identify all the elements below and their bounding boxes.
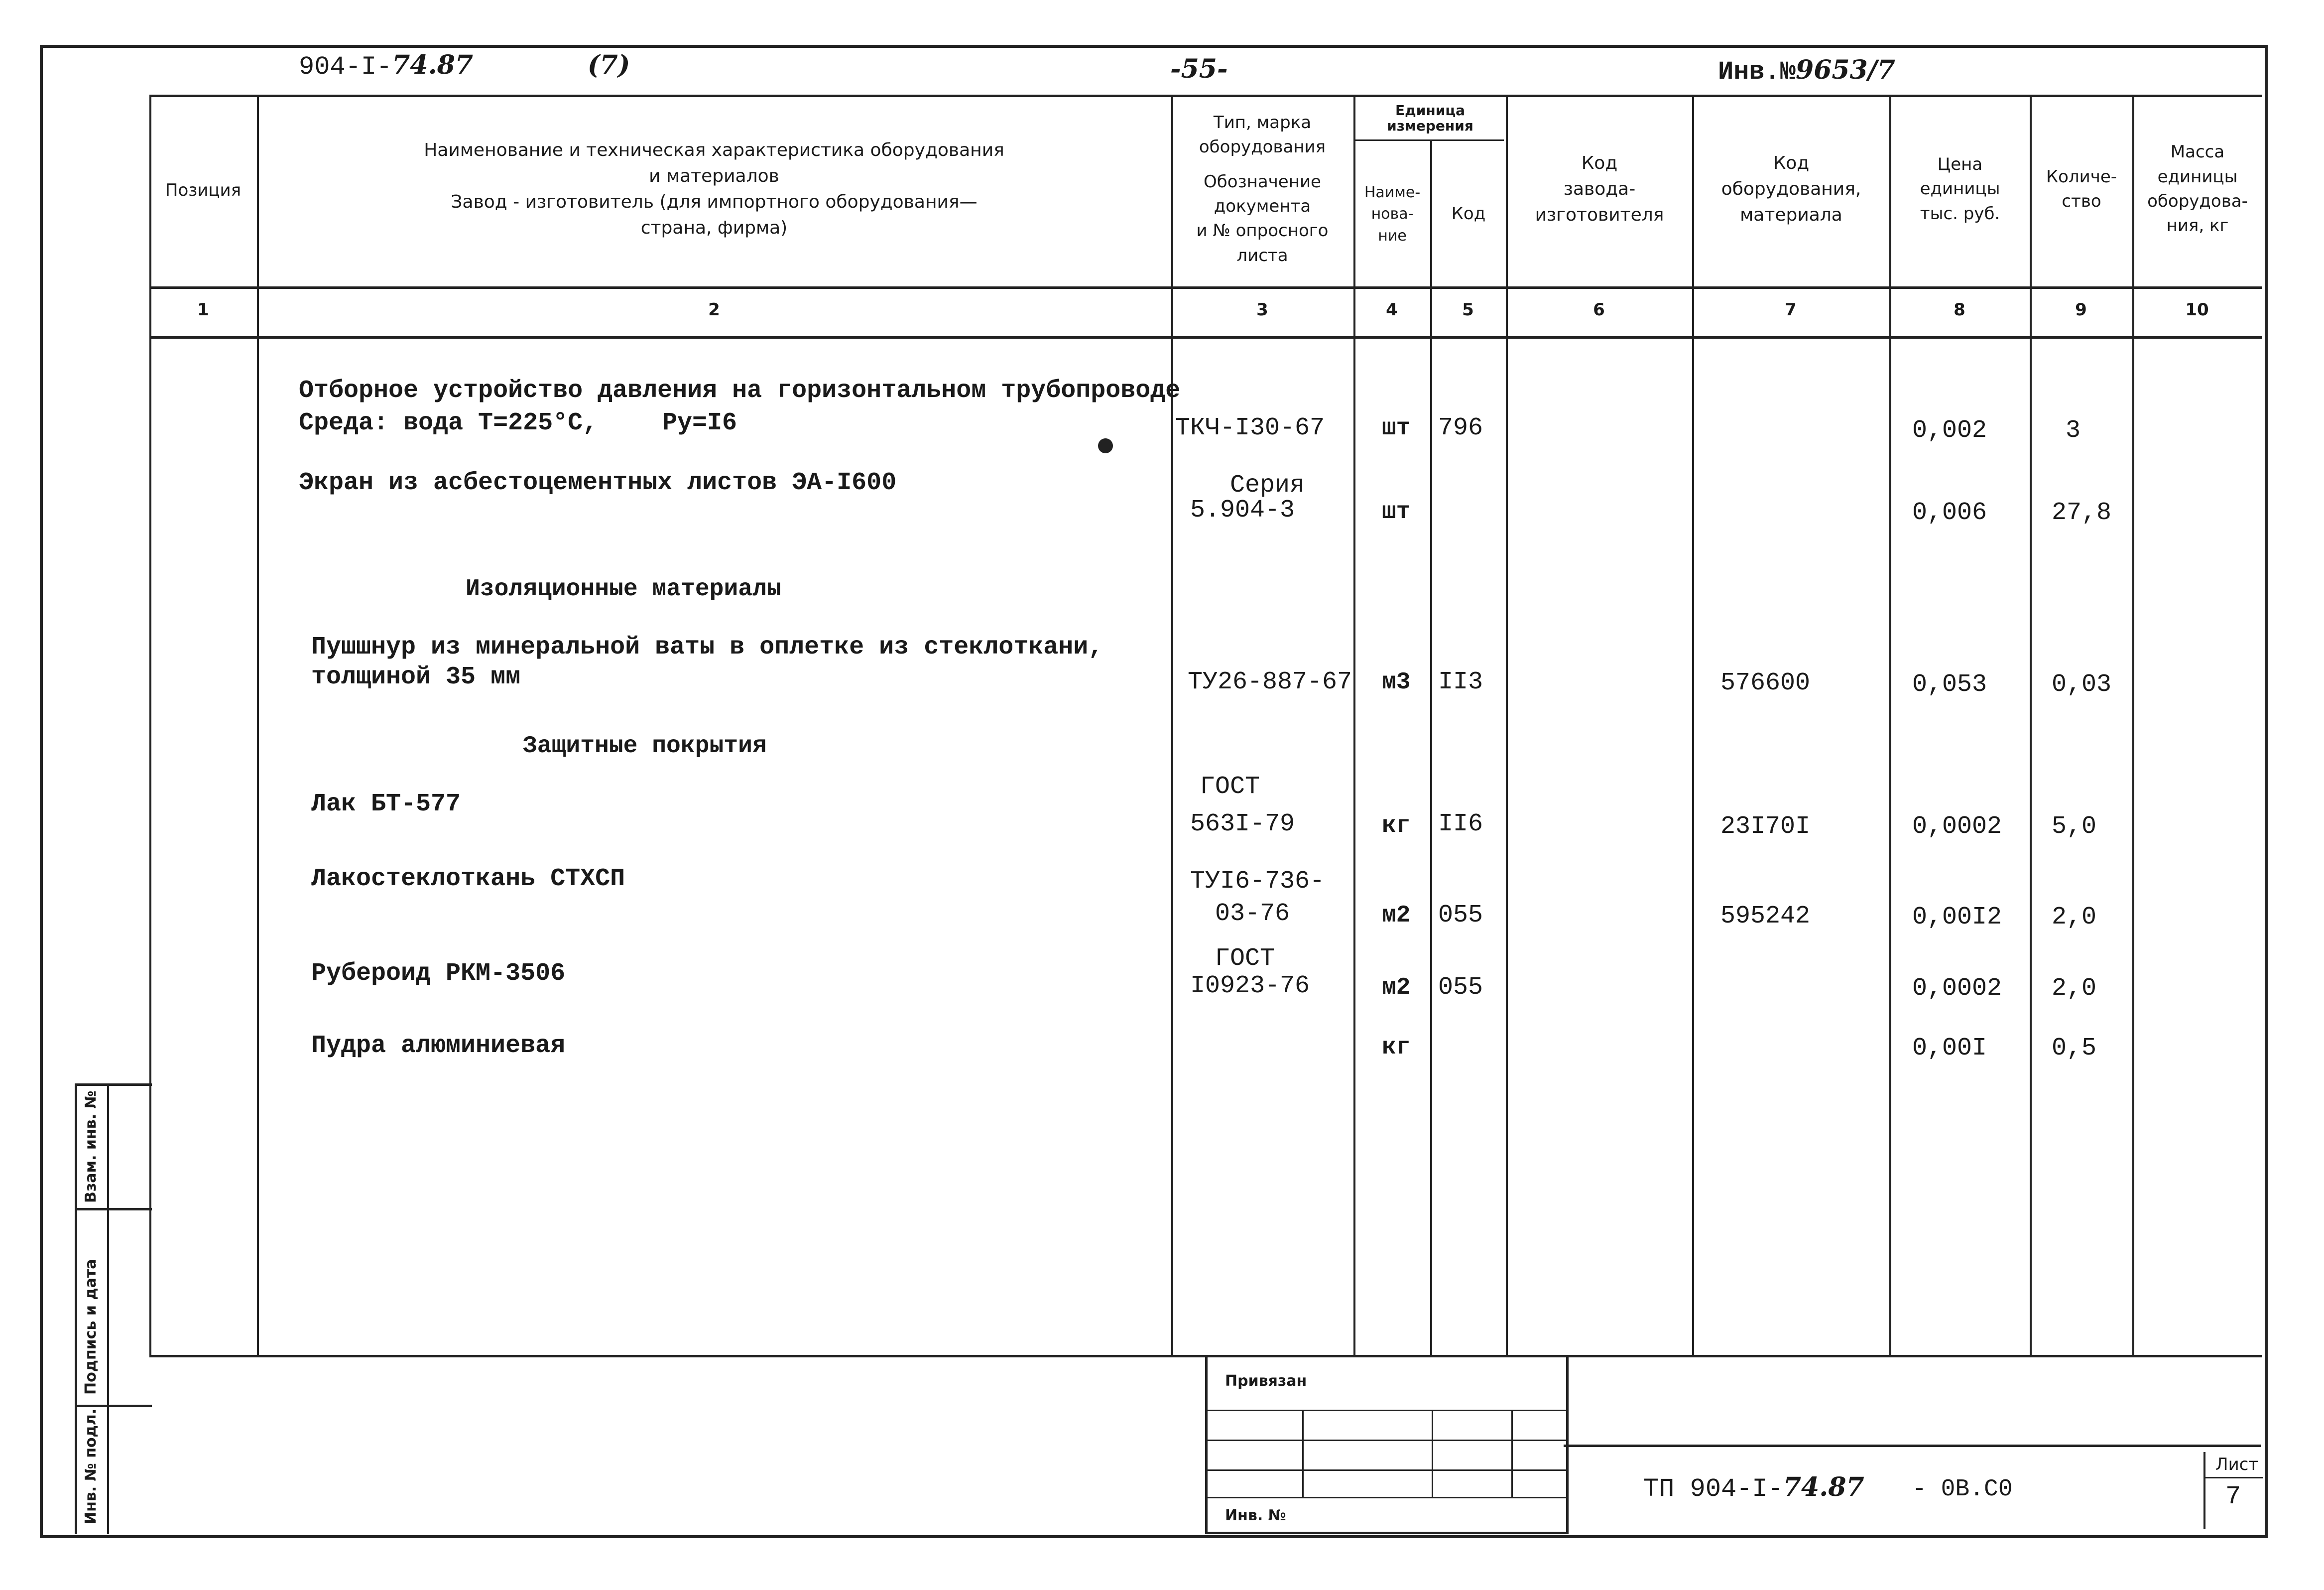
row-name-line: Пушшнур из минеральной ваты в оплетке из стеклоткани, [311,633,1103,662]
side-stamp-divider [107,1086,109,1534]
unit-group-line [1354,139,1504,141]
sheet-box [2203,1452,2263,1529]
page-number: -55- [1170,54,1228,84]
header-equip-line: материала [1740,205,1842,226]
row-price: 0,053 [1912,670,1987,699]
row-price: 0,006 [1912,499,1987,527]
header-type [1171,105,1353,274]
col-number: 9 [2075,300,2087,320]
doc-suffix: - 0В.С0 [1912,1476,2013,1503]
header-maker-line: завода- [1563,178,1636,199]
row-qty: 0,5 [2052,1034,2097,1062]
header-maker-code [1507,105,1692,274]
header-qty [2031,105,2132,274]
row-equip-code: 576600 [1720,669,1811,697]
header-maker-line: изготовителя [1535,205,1664,226]
col-line-8 [2030,95,2032,1357]
header-qty-line: Количе- [2046,166,2117,187]
row-equip-code: 23I70I [1720,812,1811,841]
project-mark: (7) [588,50,630,80]
col-number: 3 [1256,300,1268,320]
header-unit-name-line: нова- [1371,205,1414,223]
side-stamp [75,1083,152,1534]
row-qty: 3 [2066,416,2081,445]
col-line-4 [1430,139,1432,1357]
header-price-line: Цена [1937,154,1983,175]
col-number: 4 [1386,300,1398,320]
side-label-inv-podl: Инв. № подл. [82,1408,100,1524]
side-label-podpis: Подпись и дата [82,1259,100,1395]
row-price: 0,002 [1912,416,1987,445]
row-name-line: Лак БТ-577 [311,790,461,818]
header-mass-line: единицы [2157,166,2238,187]
table-top-line [149,95,2262,97]
row-unit-code: II3 [1438,668,1483,696]
header-mass-line: Масса [2170,142,2225,162]
row-unit-code: II6 [1438,810,1483,838]
header-type-line: листа [1236,245,1288,265]
sheet-number: 7 [2225,1482,2241,1511]
row-equip-code: 595242 [1720,902,1811,930]
section-heading: Защитные покрытия [523,733,767,760]
col-line-5 [1506,95,1508,1357]
row-type-line: ТУI6-736- [1190,867,1325,896]
header-price [1890,105,2030,274]
project-prefix: 904-I- [299,52,392,82]
header-equip-line: оборудования, [1721,178,1861,199]
row-unit: м2 [1382,902,1411,929]
row-unit: кг [1382,1034,1411,1061]
col-line-6 [1692,95,1694,1357]
col-line-9 [2132,95,2134,1357]
row-name-line: Экран из асбестоцементных листов ЭА-I600 [299,469,897,497]
row-qty: 5,0 [2052,812,2097,841]
doc-prefix: ТП 904-I- [1643,1474,1783,1504]
row-name-line: Пудра алюминиевая [311,1032,566,1060]
privyazan-stamp [1205,1355,1569,1534]
row-name-pressure: Ру=I6 [662,409,737,437]
row-type-line: ГОСТ [1215,944,1275,973]
header-bottom-line [149,286,2262,289]
row-type-line: 03-76 [1215,900,1290,928]
stamp-grid-vline [1302,1410,1304,1497]
sheet-divider [2205,1477,2263,1478]
header-type-line: оборудования [1199,137,1326,157]
col-number: 1 [197,300,209,320]
header-price-line: тыс. руб. [1920,203,2000,224]
row-type: ТУ26-887-67 [1188,668,1352,696]
row-type-line: 563I-79 [1190,810,1295,838]
col-number: 5 [1462,300,1474,320]
col-line-2 [1171,95,1173,1357]
col-number: 2 [708,300,720,320]
row-name-line: Рубероид РКМ-3506 [311,959,566,988]
stamp-grid-vline [1432,1410,1433,1497]
doc-hand: 74.87 [1783,1472,1864,1502]
header-name-line: страна, фирма) [640,218,788,239]
row-type: ТКЧ-I30-67 [1175,414,1325,442]
row-name-line: Лакостеклоткань СТХСП [311,865,625,893]
project-code [299,50,473,82]
inv-label: Инв.№ [1718,57,1796,87]
row-unit: шт [1382,415,1411,442]
row-unit-code: 796 [1438,414,1483,442]
header-unit-code [1431,142,1506,286]
header-type-line: Обозначение [1204,171,1321,192]
row-type-line: Серия [1230,471,1305,500]
row-qty: 0,03 [2052,670,2112,699]
header-equip-code [1693,105,1889,274]
header-maker-line: Код [1581,152,1618,173]
header-unit-group [1354,97,1506,139]
header-name-line: Завод - изготовитель (для импортного оборудования— [451,192,978,212]
side-stamp-line [77,1208,152,1210]
row-price: 0,0002 [1912,812,2002,841]
row-price: 0,00I2 [1912,903,2002,931]
row-qty: 2,0 [2052,974,2097,1003]
header-name-line: Наименование и техническая характеристика оборудования [424,139,1004,160]
row-name-line: Среда: вода Т=225°С, [299,409,598,437]
side-stamp-line [77,1405,152,1407]
header-name-line: и материалов [649,165,779,186]
inv-no-label: Инв. № [1225,1507,1286,1524]
row-unit: м2 [1382,974,1411,1001]
row-price: 0,0002 [1912,974,2002,1003]
spec-table [149,95,2262,1357]
col-number: 7 [1785,300,1797,320]
project-suffix-handwritten: 74.87 [392,50,474,80]
header-type-line: и № опросного [1196,221,1329,241]
row-qty: 2,0 [2052,903,2097,931]
header-name [257,115,1171,264]
privyazan-label: Привязан [1225,1372,1307,1390]
row-unit: шт [1382,499,1411,526]
side-label-vzam: Взам. инв. № [82,1090,100,1203]
header-unit-group-line: Единица [1395,102,1465,119]
header-mass-line: оборудова- [2147,191,2248,211]
col-number: 10 [2185,300,2209,320]
header-unit-name [1354,142,1430,286]
row-type-line: ГОСТ [1200,773,1260,801]
row-name-line: толщиной 35 мм [311,663,521,691]
row-unit: кг [1382,812,1411,839]
header-unit-name-line: Наиме- [1364,183,1421,201]
header-type-line: документа [1214,196,1311,216]
inventory-number [1718,55,1895,87]
row-unit-code: 055 [1438,973,1483,1002]
col-line-7 [1889,95,1891,1357]
header-position-label: Позиция [165,180,242,200]
col-number: 8 [1954,300,1965,320]
stamp-grid-line [1208,1497,1566,1498]
title-block-line [1564,1445,2261,1447]
header-price-line: единицы [1920,179,2000,199]
col-line-1 [257,95,259,1357]
sheet-label: Лист [2215,1455,2259,1474]
section-heading: Изоляционные материалы [466,576,781,603]
header-qty-line: ство [2062,191,2101,211]
row-type-line: 5.904-3 [1190,496,1295,525]
header-unit-code-label: Код [1451,204,1486,224]
header-position [149,95,257,286]
bullet-dot [1098,438,1113,453]
row-qty: 27,8 [2052,499,2112,527]
column-number-line [149,336,2262,339]
header-mass-line: ния, кг [2166,216,2229,236]
inv-number-handwritten: 9653/7 [1796,55,1895,85]
row-type-line: I0923-76 [1190,972,1310,1000]
row-unit: м3 [1382,669,1411,696]
header-equip-line: Код [1773,152,1810,173]
header-mass [2133,105,2262,274]
stamp-grid-vline [1511,1410,1513,1497]
header-type-line: Тип, марка [1213,113,1312,133]
row-unit-code: 055 [1438,901,1483,929]
col-number: 6 [1593,300,1605,320]
header-unit-name-line: ние [1378,227,1407,245]
row-price: 0,00I [1912,1034,1987,1062]
header-unit-group-line: измерения [1387,117,1473,134]
row-name-line: Отборное устройство давления на горизонтальном трубопроводе [299,377,1181,405]
document-code [1643,1472,1864,1504]
